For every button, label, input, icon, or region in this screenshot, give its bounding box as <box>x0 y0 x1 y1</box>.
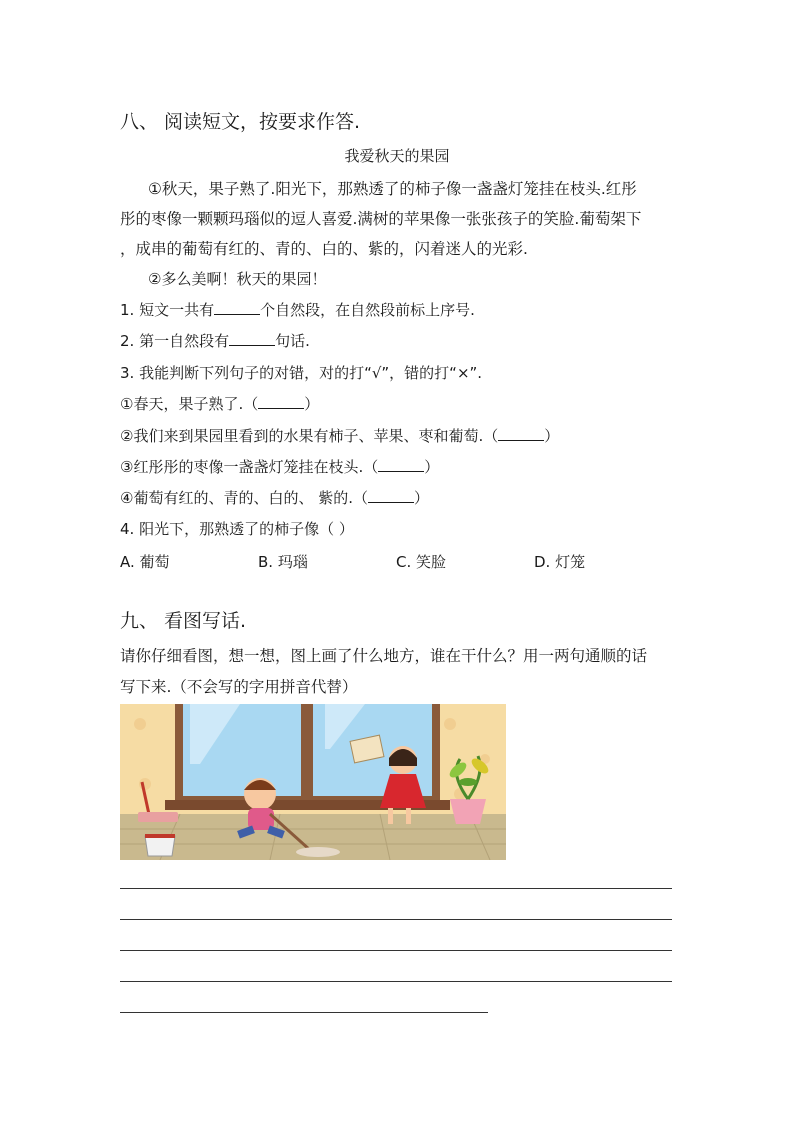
statement-2: ②我们来到果园里看到的水果有柿子、苹果、枣和葡萄.（ ） <box>120 427 560 445</box>
writing-prompt-line2: 写下来.（不会写的字用拼音代替） <box>120 678 358 696</box>
option-b[interactable]: B. 玛瑙 <box>258 553 308 571</box>
option-d[interactable]: D. 灯笼 <box>534 553 586 571</box>
passage-title: 我爱秋天的果园 <box>344 147 450 165</box>
writing-prompt-line1: 请你仔细看图，想一想，图上画了什么地方，谁在干什么？用一两句通顺的话 <box>120 647 648 665</box>
statement-3: ③红彤彤的枣像一盏盏灯笼挂在枝头.（ ） <box>120 458 440 476</box>
answer-blank[interactable] <box>258 394 304 409</box>
statement-1: ①春天，果子熟了.（ ） <box>120 395 320 413</box>
writing-line[interactable] <box>120 981 672 982</box>
writing-line[interactable] <box>120 1012 488 1013</box>
writing-line[interactable] <box>120 888 672 889</box>
option-c[interactable]: C. 笑脸 <box>396 553 447 571</box>
question-2: 2. 第一自然段有 句话. <box>120 332 310 350</box>
answer-blank[interactable] <box>378 457 424 472</box>
question-4: 4. 阳光下，那熟透了的柿子像（ ） <box>120 520 354 538</box>
para1-line3: ，成串的葡萄有红的、青的、白的、紫的，闪着迷人的光彩. <box>120 240 528 258</box>
cleaning-illustration <box>120 704 506 860</box>
para2: ②多么美啊！秋天的果园！ <box>148 270 327 288</box>
answer-blank[interactable] <box>368 488 414 503</box>
question-1: 1. 短文一共有 个自然段，在自然段前标上序号. <box>120 301 475 319</box>
section-8-heading: 八、 阅读短文，按要求作答. <box>120 111 361 133</box>
section-9-heading: 九、 看图写话. <box>120 610 247 632</box>
statement-4: ④葡萄有红的、青的、白的、 紫的.（ ） <box>120 489 430 507</box>
writing-line[interactable] <box>120 919 672 920</box>
writing-line[interactable] <box>120 950 672 951</box>
para1-line2: 彤的枣像一颗颗玛瑙似的逗人喜爱.满树的苹果像一张张孩子的笑脸.葡萄架下 <box>120 210 642 228</box>
answer-blank[interactable] <box>214 300 260 315</box>
answer-blank[interactable] <box>498 426 544 441</box>
option-a[interactable]: A. 葡萄 <box>120 553 170 571</box>
answer-blank[interactable] <box>229 331 275 346</box>
para1-line1: ①秋天，果子熟了.阳光下，那熟透了的柿子像一盏盏灯笼挂在枝头.红彤 <box>148 180 637 198</box>
question-3: 3. 我能判断下列句子的对错，对的打“√”，错的打“×”. <box>120 364 483 382</box>
